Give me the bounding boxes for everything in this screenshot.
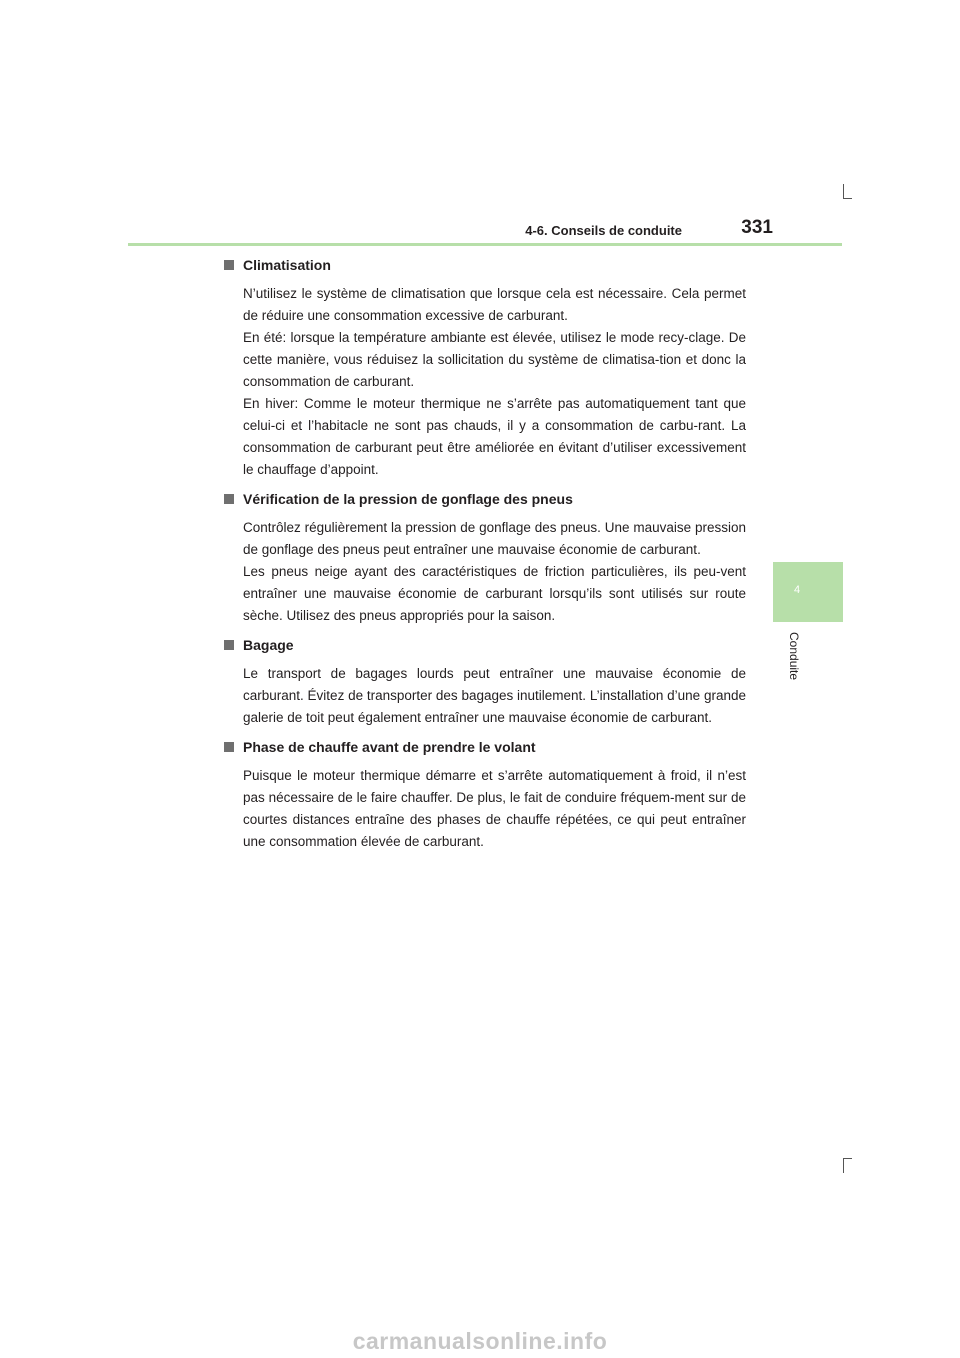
square-bullet-icon <box>224 494 234 504</box>
section-heading <box>224 737 746 757</box>
crop-mark-top <box>843 184 852 199</box>
section-luggage <box>224 635 746 729</box>
paragraph: Contrôlez régulièrement la pression de gonflage des pneus. Une mauvaise pression de gonflage des pneus peut entraîner une mauvaise économie de carburant. <box>243 520 746 557</box>
chapter-tab <box>773 562 843 622</box>
square-bullet-icon <box>224 640 234 650</box>
paragraph: En hiver: Comme le moteur thermique ne s’arrête pas automatiquement tant que celui-ci et l’habitacle ne sont pas chauds, il y a consommation de carbu-rant. La consommation de carburant peut être améliorée en évitant d’utiliser excessivement le chauffage d’appoint. <box>243 396 746 477</box>
paragraph: Le transport de bagages lourds peut entraîner une mauvaise économie de carburant. Évitez de transporter des bagages inutilement. L’installation d’une grande galerie de toit peut également entraîner une mauvaise économie de carburant. <box>243 666 746 725</box>
section-heading-text: Climatisation <box>243 257 331 273</box>
chapter-label-text: Conduite <box>787 632 801 681</box>
crop-mark-bottom <box>843 1158 852 1173</box>
section-heading <box>224 255 746 275</box>
chapter-label <box>784 632 804 702</box>
page-number: 331 <box>741 217 773 238</box>
square-bullet-icon <box>224 742 234 752</box>
page-header <box>128 214 842 246</box>
section-heading <box>224 635 746 655</box>
header-rule <box>128 243 842 246</box>
paragraph: Les pneus neige ayant des caractéristiques de friction particulières, ils peu-vent entraîner une mauvaise économie de carburant lorsqu’ils sont utilisés sur route sèche. Utilisez des pneus appropriés pour la saison. <box>243 564 746 623</box>
paragraph: N’utilisez le système de climatisation que lorsque cela est nécessaire. Cela permet de réduire une consommation excessive de carburant. <box>243 286 746 323</box>
section-climatisation <box>224 255 746 481</box>
page-content <box>224 255 746 861</box>
watermark: carmanualsonline.info <box>352 1328 608 1354</box>
square-bullet-icon <box>224 260 234 270</box>
section-heading <box>224 489 746 509</box>
paragraph: En été: lorsque la température ambiante est élevée, utilisez le mode recy-clage. De cette manière, vous réduisez la sollicitation du système de climatisa-tion et donc la consommation de carburant. <box>243 330 746 389</box>
section-heading-text: Bagage <box>243 637 294 653</box>
section-title: 4-6. Conseils de conduite <box>525 223 682 238</box>
paragraph: Puisque le moteur thermique démarre et s’arrête automatiquement à froid, il n’est pas nécessaire de le faire chauffer. De plus, le fait de conduire fréquem-ment sur de courtes distances entraîne des phases de chauffe répétées, ce qui peut entraîner une consommation élevée de carburant. <box>243 768 746 849</box>
section-warm-up <box>224 737 746 853</box>
section-heading-text: Vérification de la pression de gonflage des pneus <box>243 491 573 507</box>
chapter-number: 4 <box>793 584 801 596</box>
section-heading-text: Phase de chauffe avant de prendre le volant <box>243 739 536 755</box>
section-tire-pressure <box>224 489 746 627</box>
